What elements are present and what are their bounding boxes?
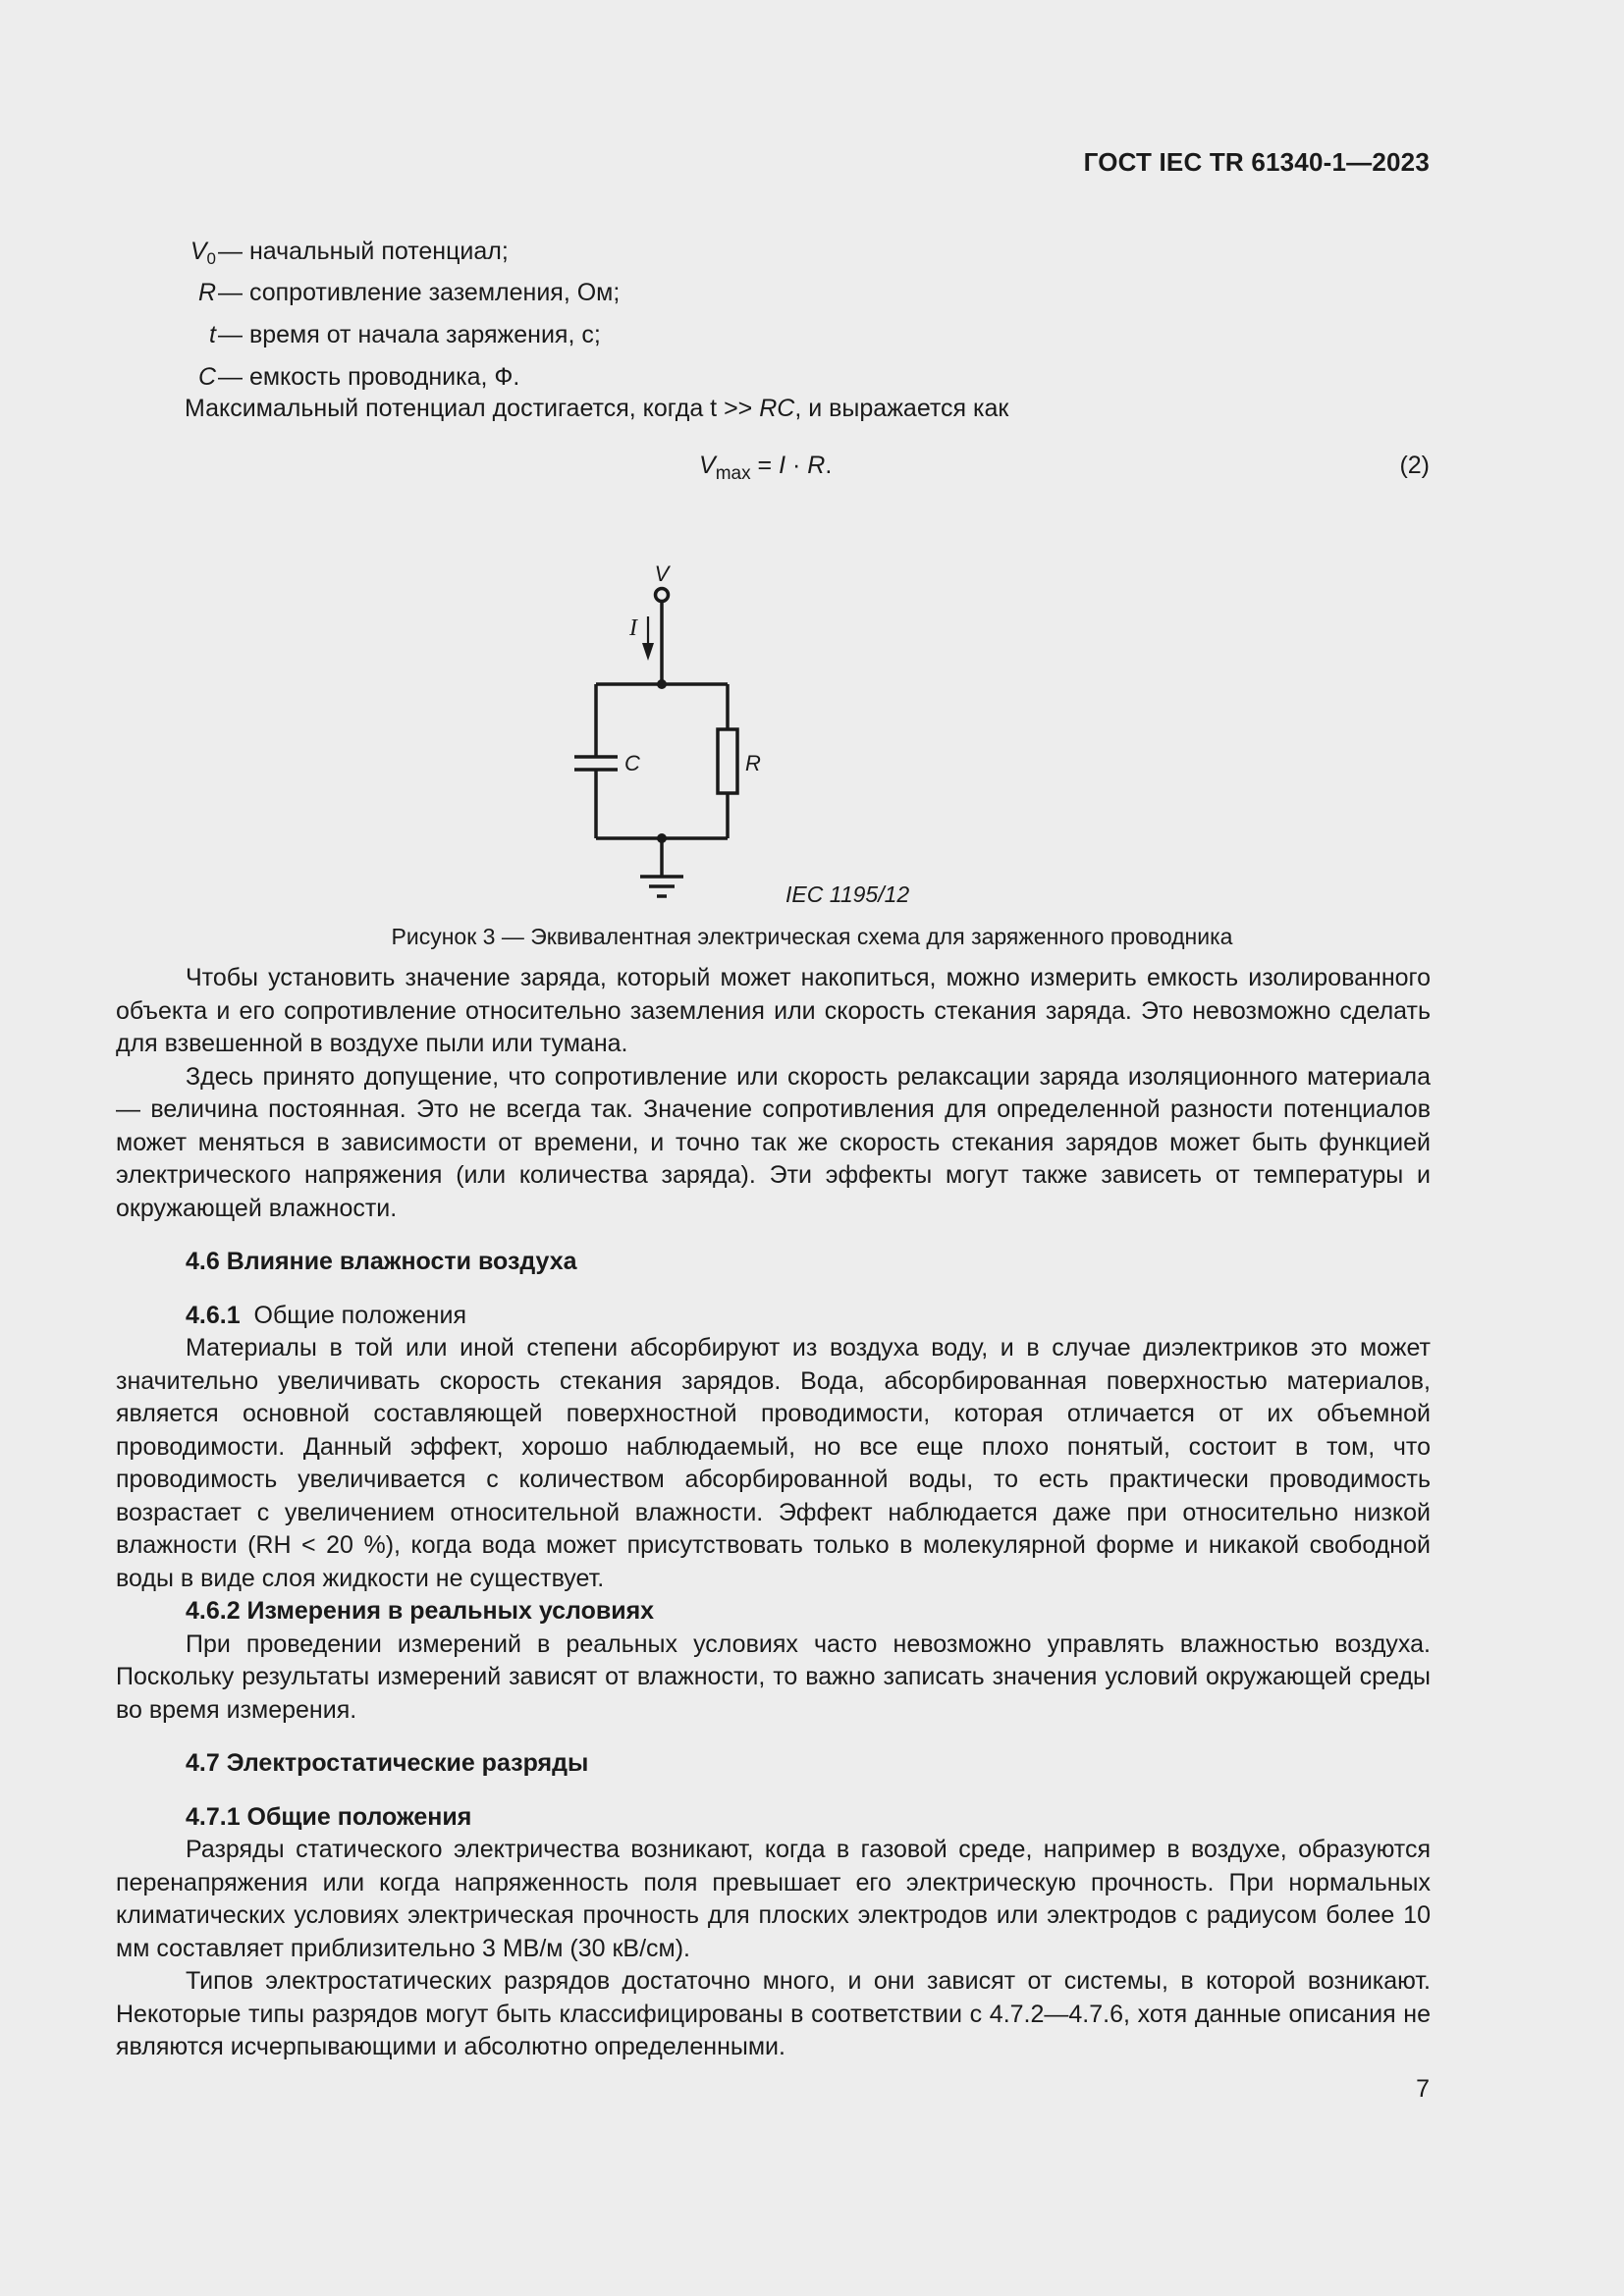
- max-potential-line: [185, 393, 1008, 426]
- symbol: C: [197, 363, 216, 391]
- formula-vmax: [699, 450, 832, 491]
- circuit-diagram: [550, 555, 766, 908]
- label-v: V: [654, 561, 670, 586]
- formula-v: V: [699, 452, 716, 479]
- max-line-post: , и выражается как: [794, 395, 1009, 422]
- current-arrow-head: [642, 643, 654, 661]
- definition-text: — сопротивление заземления, Ом;: [218, 279, 621, 306]
- subsection-title: Общие положения: [253, 1301, 466, 1329]
- max-line-pre: Максимальный потенциал достигается, когда t >>: [185, 395, 760, 422]
- symbol-subscript: 0: [206, 249, 216, 268]
- formula-equals: =: [750, 452, 780, 479]
- definition-text: — время от начала заряжения, с;: [218, 321, 601, 348]
- symbol: R: [197, 279, 216, 306]
- label-i: I: [629, 615, 637, 641]
- subsection-heading-4-6-2: 4.6.2 Измерения в реальных условиях: [186, 1597, 655, 1625]
- max-line-rc: RC: [759, 395, 795, 422]
- paragraph: Разряды статического электричества возникают, когда в газовой среде, например в воздухе, образуются перенапряжения или когда напряженность поля превышает его электрическую прочность. При нормальных климатических условиях электрическая прочность для плоских электродов или электродов с радиусом более 10 мм составляет приблизительно 3 МВ/м (30 кВ/см).: [116, 1836, 1431, 1962]
- label-r: R: [745, 751, 761, 775]
- formula-i: I: [779, 452, 786, 479]
- definition-text: — емкость проводника, Ф.: [218, 363, 520, 391]
- equation-number: (2): [1399, 452, 1430, 479]
- paragraph: Материалы в той или иной степени абсорбируют из воздуха воду, и в случае диэлектриков это может значительно увеличивать скорость стекания зарядов. Вода, абсорбированная поверхностью материалов, является основной составляющей поверхностной проводимости, которая отличается от их объемной проводимости. Данный эффект, хорошо наблюдаемый, но все еще плохо понятый, состоит в том, что проводимость увеличивается с количеством абсорбированной воды, то есть практически проводимость возрастает с увеличением относительной влажности. Эффект наблюдается даже при относительно низкой влажности (RH < 20 %), когда вода может присутствовать только в молекулярной форме и никакой свободной воды в виде слоя жидкости не существует.: [116, 1334, 1431, 1592]
- figure-source: IEC 1195/12: [785, 881, 910, 907]
- definition-text: — начальный потенциал;: [218, 238, 509, 265]
- paragraph: Здесь принято допущение, что сопротивление или скорость релаксации заряда изоляционного материала — величина постоянная. Это не всегда так. Значение сопротивления для определенной разности потенциалов может меняться в зависимости от времени, и точно так же скорость стекания зарядов может быть функцией электрического напряжения (или количества заряда). Эти эффекты могут также зависеть от температуры и окружающей влажности.: [116, 1062, 1431, 1222]
- body-text: [116, 962, 1431, 2064]
- symbol: V: [189, 238, 207, 265]
- subsection-heading-4-7-1: 4.7.1 Общие положения: [186, 1802, 472, 1831]
- figure-caption: Рисунок 3 — Эквивалентная электрическая схема для заряженного проводника: [391, 924, 1233, 949]
- formula-r: R: [807, 452, 826, 479]
- subsection-heading-4-6-1: [116, 1300, 1431, 1333]
- terminal-circle: [656, 589, 669, 602]
- resistor-body: [718, 729, 737, 793]
- paragraph: Типов электростатических разрядов достаточно много, и они зависят от системы, в которой возникают. Некоторые типы разрядов могут быть классифицированы в соответствии с 4.7.2—4.7.6, хотя данные описания не являются исчерпывающими и абсолютно определенными.: [116, 1967, 1431, 2060]
- paragraph: Чтобы установить значение заряда, который может накопиться, можно измерить емкость изолированного объекта и его сопротивление относительно заземления или скорость стекания заряда. Это невозможно сделать для взвешенной в воздухе пыли или тумана.: [116, 964, 1431, 1057]
- formula-subscript: max: [715, 463, 751, 484]
- label-c: C: [624, 751, 640, 775]
- junction-bottom: [657, 833, 667, 843]
- subsection-number: 4.6.1: [186, 1301, 241, 1329]
- junction-top: [657, 679, 667, 689]
- section-heading-4-6: 4.6 Влияние влажности воздуха: [186, 1248, 577, 1275]
- symbol: t: [209, 321, 216, 348]
- page-number: 7: [1416, 2075, 1430, 2103]
- paragraph: При проведении измерений в реальных условиях часто невозможно управлять влажностью воздуха. Поскольку результаты измерений зависят от влажности, то важно записать значения условий окружающей среды во время измерения.: [116, 1629, 1431, 1724]
- formula-period: .: [825, 452, 833, 479]
- formula-dot: ·: [785, 452, 808, 479]
- standard-header: ГОСТ IEC TR 61340-1—2023: [1083, 147, 1430, 177]
- section-heading-4-7: 4.7 Электростатические разряды: [186, 1749, 589, 1777]
